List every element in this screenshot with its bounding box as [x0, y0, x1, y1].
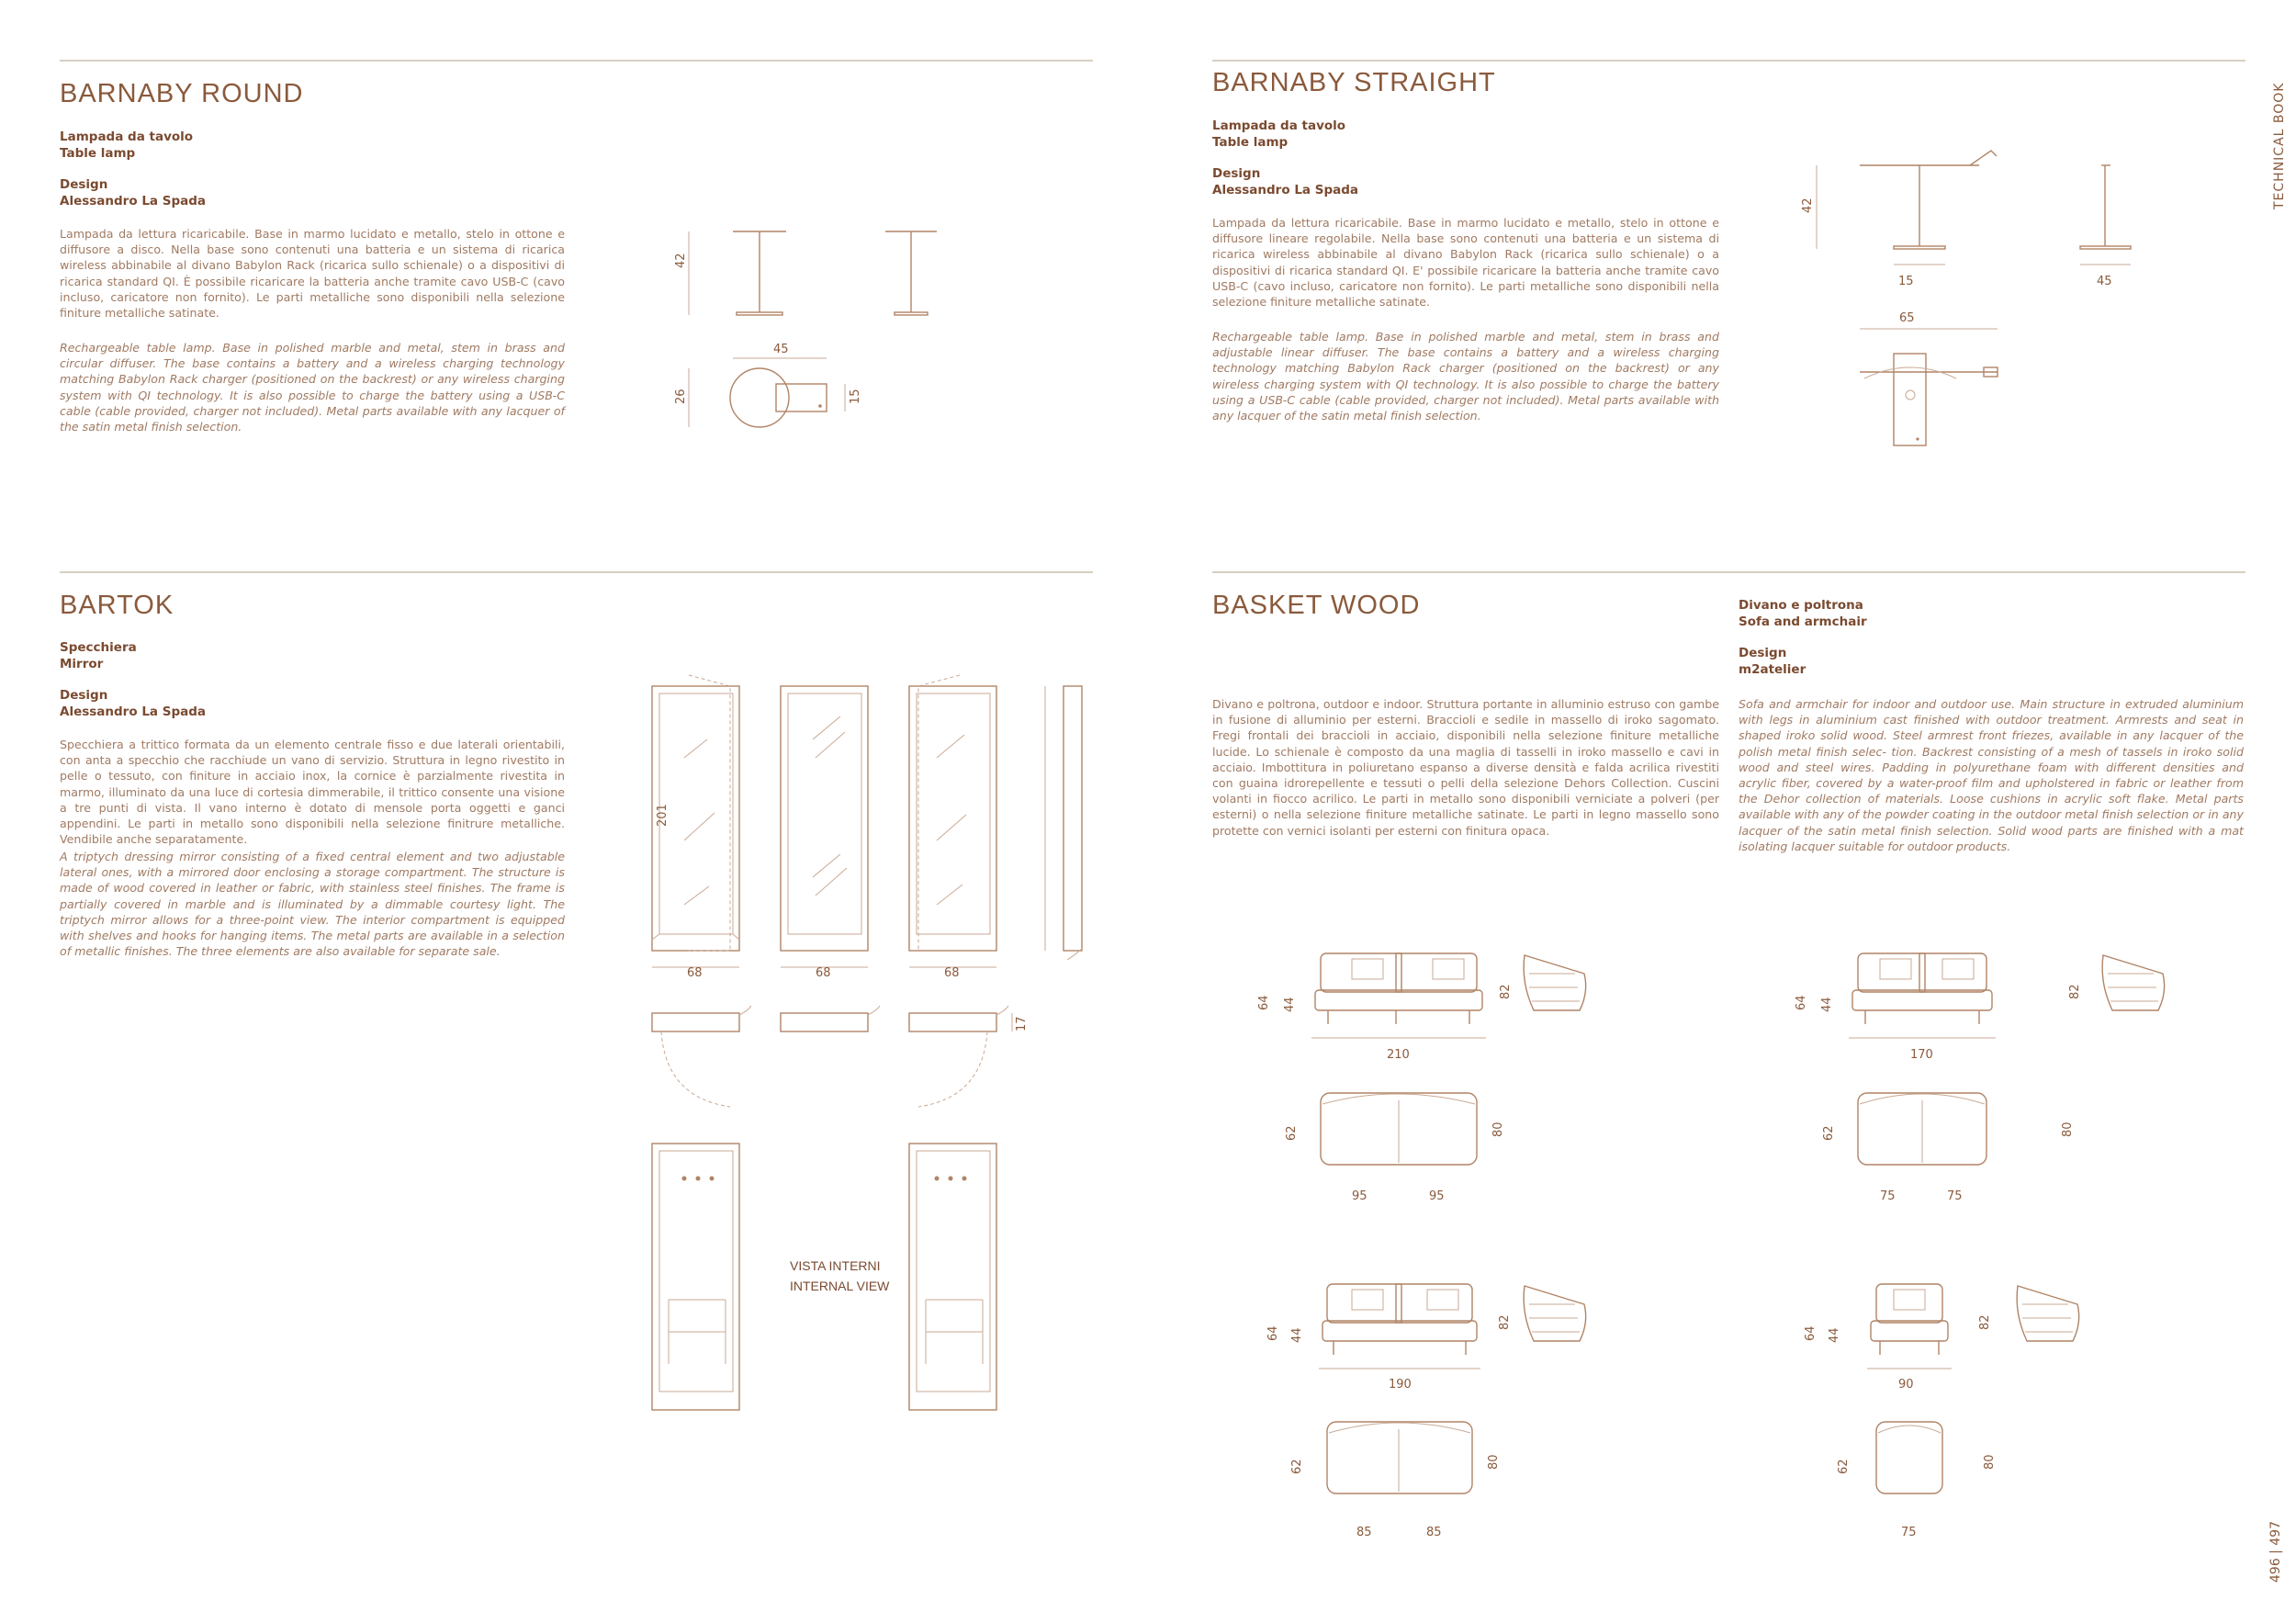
barnaby-straight-design: Design Alessandro La Spada — [1212, 166, 1359, 197]
svg-text:85: 85 — [1356, 1526, 1372, 1539]
bartok-design: Design Alessandro La Spada — [60, 688, 207, 719]
bartok-desc-it: Specchiera a trittico formata da un elemento centrale fisso e due laterali orientabili, con anta a specchio che racchiude un vano di servizio. Struttura in legno rivestito in pelle o tessuto, con finiture in acciaio inox, la cornice è parzialmente rivestita in marmo, illuminato da una luce di cortesia dimmerabile, il trittico consente una visione a tre punti di vista. Il vano interno è dotato di mensole porta oggetti e ganci appendini. Le parti in metallo sono disponibili nella selezione finitrure metalliche. Vendibile anche separatamente. — [60, 738, 565, 847]
barnaby-straight-desc-it: Lampada da lettura ricaricabile. Base in marmo lucidato e metallo, stelo in ottone e diffusore lineare regolabile. Nella base sono contenuti una batteria e un sistema di ricarica wireless abbinabile al divano Babylon Rack (ricarica sullo schienale) o a dispositivi di ricarica standard QI. E' possibile ricaricare la batteria anche tramite cavo USB-C (cavo incluso, caricatore non fornito). Le parti metalliche sono disponibili nella selezione finiture metalliche satinate. — [1212, 216, 1719, 310]
sofa-170-drawing — [1786, 937, 2209, 1203]
bartok-desc-en: A triptych dressing mirror consisting of a fixed central element and two adjustable lateral ones, with a mirrored door enclosing a storage compartment. The structure is made of wood covered in leather or fabric, with stainless steel finishes. The frame is partially covered in marble and is illuminated by a dimmable courtesy light. The triptych mirror allows for a three-point view. The interior compartment is equipped with shelves and hooks for hanging items. The metal parts are available in a selection of metallic finishes. The three elements are also available for separate sale. — [60, 850, 565, 959]
svg-text:75: 75 — [1947, 1189, 1963, 1203]
basket-wood-type: Divano e poltrona Sofa and armchair — [1739, 598, 1867, 629]
svg-text:62: 62 — [1822, 1125, 1836, 1141]
svg-text:82: 82 — [1978, 1314, 1992, 1330]
dim-width-1: 68 — [687, 966, 703, 980]
basket-wood-desc-it: Divano e poltrona, outdoor e indoor. Struttura portante in alluminio estruso con gambe in fusione di alluminio per esterni. Braccioli e sedile in massello di iroko sagomato. Fregi frontali dei braccioli in acciaio, disponibili nella selezione finiture metalliche lucide. Lo schienale è composto da una maglia di tasselli in iroko massello e cavi in acciaio. Imbottitura in poliuretano espanso a diverse densità e falda acrilica rivestiti con guaina idrorepellente e tessuti o pelli della selezione Dehors Collection. Cuscini volanti in fiocco acrilico. Le parti in metallo sono disponibili verniciate a polveri (per esterni) o nella selezione finiture metalliche satinate. Le parti in legno massello sono protette con vernici isolanti per esterni con finitura opaca. — [1212, 697, 1719, 838]
svg-text:62: 62 — [1837, 1459, 1851, 1474]
barnaby-round-desc-it: Lampada da lettura ricaricabile. Base in marmo lucidato e metallo, stelo in ottone e diffusore a disco. Nella base sono contenuti una batteria e un sistema di ricarica wireless abbinabile al divano Babylon Rack (ricarica sullo schienale) o a dispositivi di ricarica standard QI. È possibile ricaricare la batteria anche tramite cavo USB-C (cavo incluso, caricatore non fornito). Le parti metalliche sono disponibili nella selezione finiture metalliche satinate. — [60, 227, 565, 321]
svg-text:44: 44 — [1820, 997, 1834, 1012]
mirror-panel-right — [909, 675, 996, 951]
dim-height: 42 — [674, 253, 688, 268]
dim-base: 15 — [1898, 275, 1914, 288]
dim-depth: 45 — [2097, 275, 2112, 288]
barnaby-round-type: Lampada da tavolo Table lamp — [60, 130, 194, 161]
basket-wood-desc-en: Sofa and armchair for indoor and outdoor use. Main structure in extruded aluminium with legs in aluminium cast finished with outdoor treatment. Armrests and seat in shaped iroko solid wood. Steel armrest front friezes, available in any lacquer of the polish metal finish selec- tion. Backrest consisting of a mesh of tassels in iroko solid wood and steel wires. Padding in polyurethane foam with different densities and acrylic fiber, covered by a water-proof film and upholstered in fabric or leather from the Dehor collection of materials. Loose cushions in acrylic soft flake. Metal parts available with any of the powder coating in the outdoor metal finish selection or in any lacquer of the satin metal finish selection. Solid wood parts are finished with a mat isolating lacquer suitable for outdoor products. — [1739, 697, 2244, 853]
barnaby-round-drawing — [670, 220, 964, 459]
svg-text:80: 80 — [1983, 1454, 1997, 1470]
svg-text:75: 75 — [1901, 1526, 1917, 1539]
svg-text:80: 80 — [1487, 1454, 1501, 1470]
svg-text:210: 210 — [1387, 1048, 1410, 1062]
armchair-90-drawing — [1786, 1268, 2209, 1543]
svg-text:64: 64 — [1795, 995, 1808, 1010]
svg-text:82: 82 — [2068, 984, 2082, 999]
side-label: TECHNICAL BOOK — [2272, 82, 2287, 209]
svg-text:64: 64 — [1257, 995, 1271, 1010]
svg-text:44: 44 — [1283, 997, 1297, 1012]
barnaby-straight-type: Lampada da tavolo Table lamp — [1212, 118, 1346, 150]
internal-view-left — [652, 1144, 739, 1410]
internal-view-label: VISTA INTERNI INTERNAL VIEW — [790, 1258, 890, 1293]
dim-width-2: 68 — [816, 966, 831, 980]
svg-text:62: 62 — [1285, 1125, 1299, 1141]
barnaby-round-design: Design Alessandro La Spada — [60, 177, 207, 209]
dim-depth: 17 — [1015, 1016, 1029, 1031]
dim-height: 201 — [656, 804, 670, 827]
barnaby-round-title: BARNABY ROUND — [60, 79, 304, 108]
barnaby-round-desc-en: Rechargeable table lamp. Base in polished marble and metal, stem in brass and circular diffuser. The base contains a battery and a wireless charging technology matching Babylon Rack charger (positioned on the backrest) or any wireless charging system with QI technology. It is also possible to charge the battery using a USB-C cable (cable provided, charger not included). Metal parts available with any lacquer of the satin metal finish selection. — [60, 341, 565, 434]
svg-text:44: 44 — [1828, 1327, 1841, 1343]
svg-text:95: 95 — [1429, 1189, 1445, 1203]
section-rule — [60, 571, 1093, 573]
dim-width: 45 — [773, 343, 789, 356]
internal-view-right — [909, 1144, 996, 1410]
svg-text:82: 82 — [1499, 984, 1513, 999]
svg-text:62: 62 — [1290, 1459, 1304, 1474]
svg-text:64: 64 — [1266, 1325, 1280, 1341]
section-rule — [1212, 571, 2245, 573]
dim-height: 42 — [1801, 197, 1815, 213]
sofa-210-drawing — [1249, 937, 1671, 1203]
barnaby-straight-desc-en: Rechargeable table lamp. Base in polished marble and metal, stem in brass and adjustable linear diffuser. The base contains a battery and a wireless charging technology matching Babylon Rack charger (positioned on the backrest) or any wireless charging system with QI technology. It is also possible to charge the battery using a USB-C cable (cable provided, charger not included). Metal parts available with any lacquer of the satin metal finish selection. — [1212, 330, 1719, 423]
bartok-drawing — [643, 675, 1120, 1419]
bartok-type: Specchiera Mirror — [60, 640, 137, 671]
svg-text:85: 85 — [1426, 1526, 1442, 1539]
svg-text:190: 190 — [1389, 1378, 1412, 1392]
sofa-190-drawing — [1249, 1268, 1671, 1543]
bartok-title: BARTOK — [60, 591, 174, 620]
svg-text:80: 80 — [2061, 1121, 2075, 1137]
svg-text:95: 95 — [1352, 1189, 1367, 1203]
svg-text:82: 82 — [1498, 1314, 1512, 1330]
basket-wood-title: BASKET WOOD — [1212, 591, 1421, 620]
svg-text:75: 75 — [1880, 1189, 1896, 1203]
section-rule — [60, 60, 1093, 62]
barnaby-straight-title: BARNABY STRAIGHT — [1212, 68, 1496, 97]
svg-text:64: 64 — [1804, 1325, 1818, 1341]
dim-depth: 26 — [674, 389, 688, 404]
dim-width: 65 — [1899, 311, 1915, 325]
svg-text:80: 80 — [1491, 1121, 1505, 1137]
mirror-panel-center — [781, 686, 868, 951]
barnaby-straight-drawing — [1791, 147, 2177, 450]
svg-text:90: 90 — [1898, 1378, 1914, 1392]
basket-wood-design: Design m2atelier — [1739, 646, 1806, 677]
svg-text:170: 170 — [1910, 1048, 1933, 1062]
dim-width-3: 68 — [944, 966, 960, 980]
dim-base: 15 — [849, 389, 862, 404]
page-numbers: 496 | 497 — [2268, 1520, 2283, 1583]
section-rule — [1212, 60, 2245, 62]
svg-text:44: 44 — [1290, 1327, 1304, 1343]
